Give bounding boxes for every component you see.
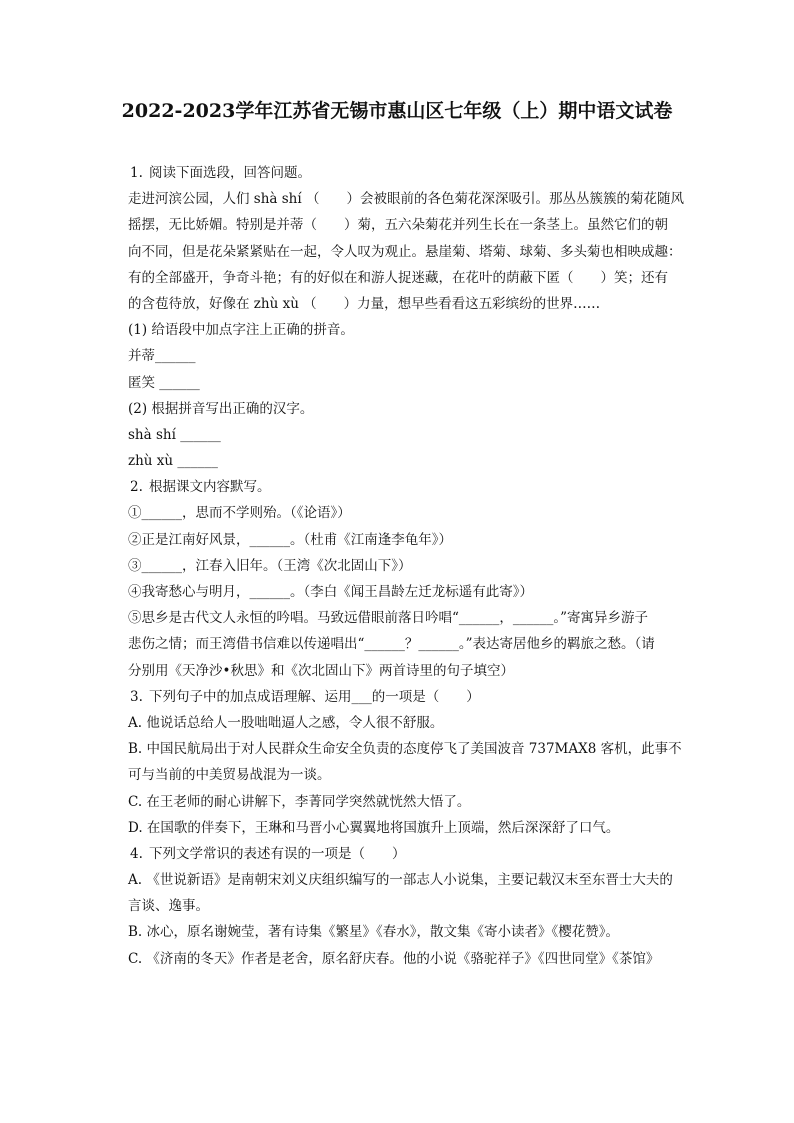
recitation-item: ④我寄愁心与明月，______。（李白《闻王昌龄左迁龙标遥有此寄》） — [128, 584, 533, 600]
answer-blank[interactable]: zhù xù ______ — [128, 453, 218, 470]
recitation-item: ⑤思乡是古代文人永恒的吟唱。马致远借眼前落日吟唱“______，______。”寄寓异乡游子 — [128, 610, 649, 627]
answer-blank[interactable]: 并蒂______ — [128, 348, 196, 365]
exam-content — [130, 160, 700, 972]
question-4-stem: 4. 下列文学常识的表述有误的一项是（ ） — [130, 841, 700, 867]
option-c: C. 在王老师的耐心讲解下，李菁同学突然就恍然大悟了。 — [128, 793, 471, 810]
question-number: 4. — [130, 845, 143, 862]
passage-line: 摇摆，无比娇媚。特别是并蒂（ ）菊，五六朵菊花并列生长在一条茎上。虽然它们的朝 — [128, 217, 668, 234]
passage-line: 走进河滨公园，人们 shà shí （ ）会被眼前的各色菊花深深吸引。那丛丛簇簇的菊花随风 — [128, 191, 684, 208]
option-a: A. 《世说新语》是南朝宋刘义庆组织编写的一部志人小说集，主要记载汉末至东晋士大夫的 — [128, 872, 673, 889]
recitation-item: ②正是江南好风景，______。（杜甫《江南逢李龟年》） — [128, 531, 452, 548]
passage-line: 的含苞待放，好像在 zhù xù （ ）力量，想早些看看这五彩缤纷的世界…… — [128, 295, 601, 312]
option-a: A. 他说话总给人一股咄咄逼人之感，令人很不舒服。 — [128, 714, 444, 731]
subquestion-1: (1) 给语段中加点字注上正确的拼音。 — [128, 322, 354, 339]
option-b: B. 中国民航局出于对人民群众生命安全负责的态度停飞了美国波音 737MAX8 客机，此事不 — [128, 741, 682, 758]
passage-line: 有的全部盛开，争奇斗艳；有的好似在和游人捉迷藏，在花叶的荫蔽下匿（ ）笑；还有 — [128, 269, 668, 286]
question-1-stem: 1. 阅读下面选段，回答问题。 — [130, 160, 700, 186]
subquestion-2: (2) 根据拼音写出正确的汉字。 — [128, 400, 314, 417]
question-2-stem: 2. 根据课文内容默写。 — [130, 474, 700, 500]
option-b-cont: 可与当前的中美贸易战混为一谈。 — [128, 767, 331, 784]
question-number: 3. — [130, 688, 143, 705]
question-number: 1. — [130, 165, 143, 181]
recitation-item: ①______，思而不学则殆。（《论语》） — [128, 505, 351, 522]
question-number: 2. — [130, 479, 143, 496]
answer-blank[interactable]: shà shí ______ — [128, 426, 221, 443]
page-title: 2022-2023学年江苏省无锡市惠山区七年级（上）期中语文试卷 — [121, 100, 673, 122]
option-a-cont: 言谈、逸事。 — [128, 898, 209, 915]
passage-line: 向不同，但是花朵紧紧贴在一起，令人叹为观止。悬崖菊、塔菊、球菊、多头菊也相映成趣： — [128, 243, 682, 260]
option-c: C. 《济南的冬天》作者是老舍，原名舒庆春。他的小说《骆驼祥子》《四世同堂》《茶馆》 — [128, 950, 660, 967]
answer-blank[interactable]: 匿笑 ______ — [128, 374, 200, 391]
recitation-item: ③______，江春入旧年。（王湾《次北固山下》） — [128, 557, 412, 574]
option-d: D. 在国歌的伴奏下，王琳和马晋小心翼翼地将国旗升上顶端，然后深深舒了口气。 — [128, 819, 620, 836]
option-b: B. 冰心，原名谢婉莹，著有诗集《繁星》《春水》，散文集《寄小读者》《樱花赞》。 — [128, 924, 620, 941]
recitation-item: 悲伤之情；而王湾借书信难以传递唱出“______？______。”表达寄居他乡的羁旅之愁。（请 — [128, 636, 655, 653]
recitation-item: 分别用《天净沙•秋思》和《次北固山下》两首诗里的句子填空） — [128, 662, 514, 679]
question-3-stem: 3. 下列句子中的加点成语理解、运用___的一项是（ ） — [130, 684, 700, 710]
